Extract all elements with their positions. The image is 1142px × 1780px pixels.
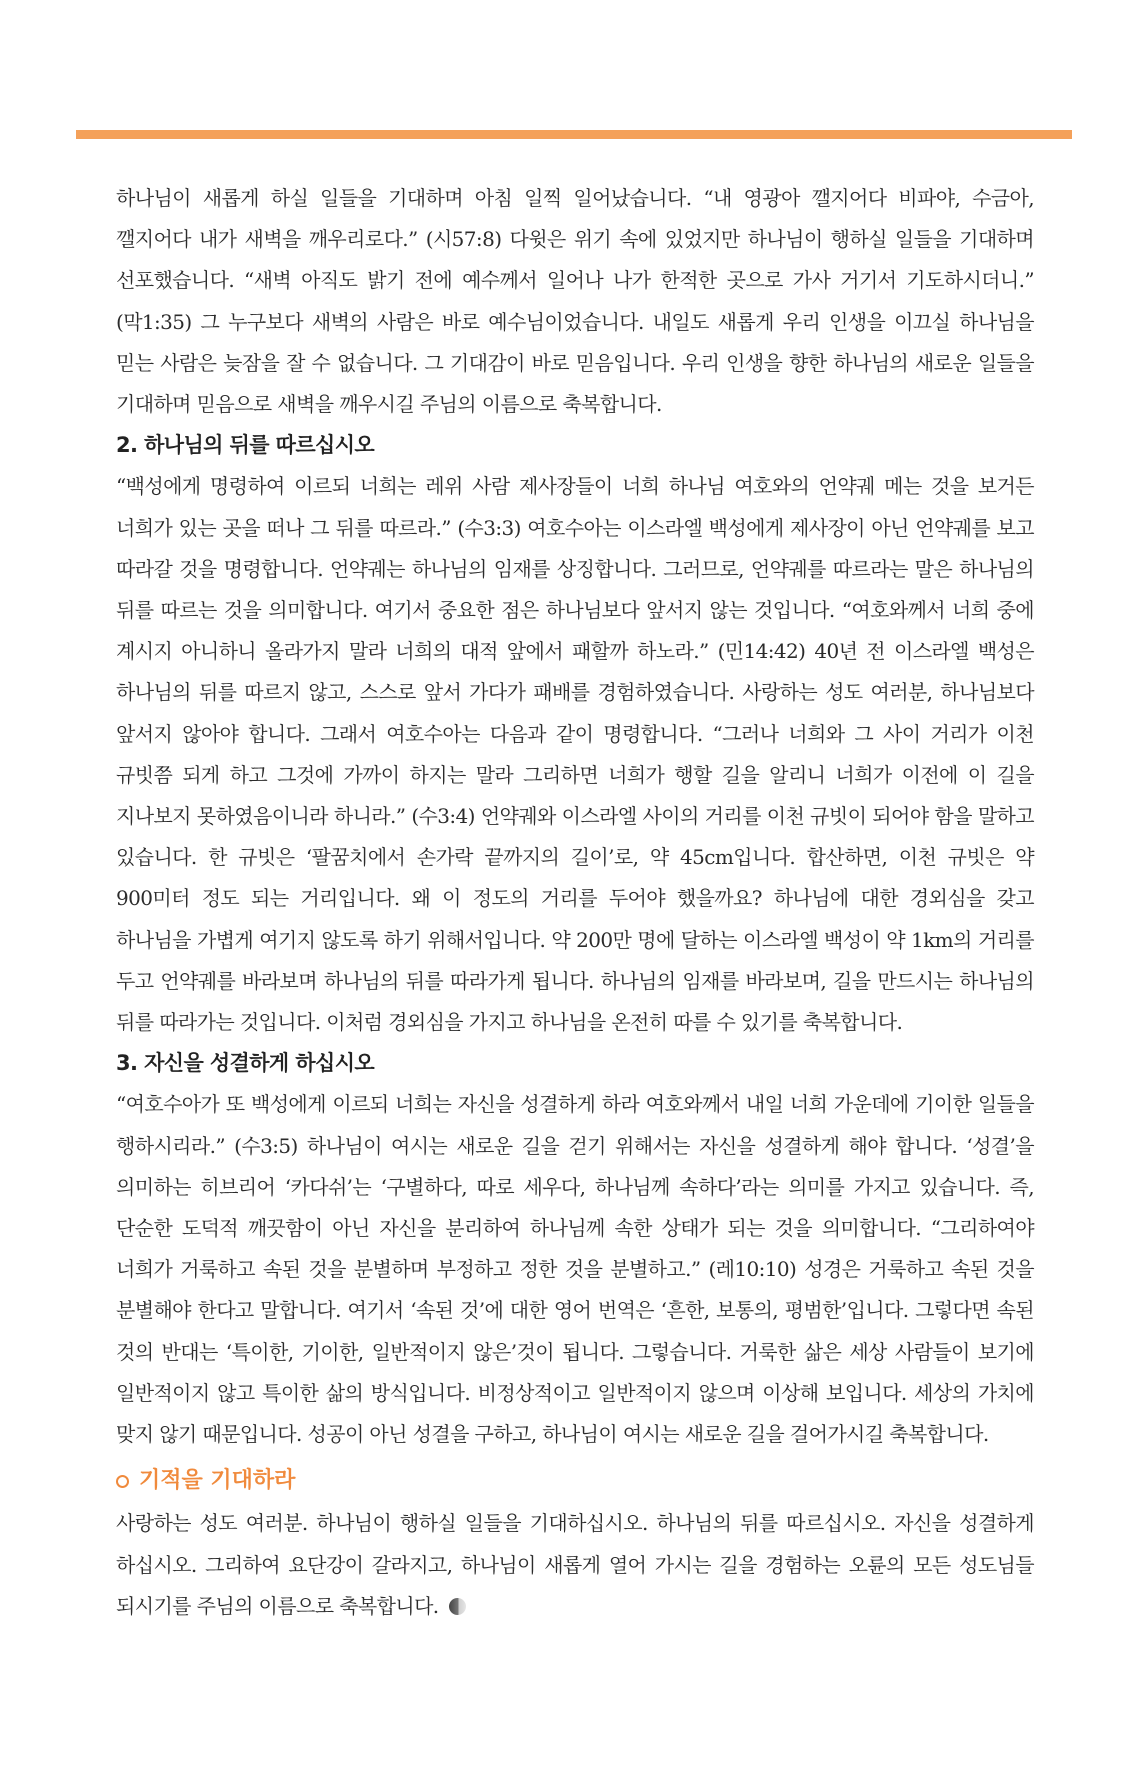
paragraph-section-2: “백성에게 명령하여 이르되 너희는 레위 사람 제사장들이 너희 하나님 여호와의 언약궤 메는 것을 보거든 너희가 있는 곳을 떠나 그 뒤를 따르라.” (수3:3) 여호수아는 이스라엘 백성에게 제사장이 아닌 언약궤를 보고 따라갈 것을 명령합니다. 언약궤는 하나님의 임재를 상징합니다. 그러므로, 언약궤를 따르라는 말은 하나님의 뒤를 따르는 것을 의미합니다. 여기서 중요한 점은 하나님보다 앞서지 않는 것입니다. “여호와께서 너희 중에 계시지 아니하니 올라가지 말라 너희의 대적 앞에서 패할까 하노라.” (민14:42) 40년 전 이스라엘 백성은 하나님의 뒤를 따르지 않고, 스스로 앞서 가다가 패배를 경험하였습니다. 사랑하는 성도 여러분, 하나님보다 앞서지 않아야 합니다. 그래서 여호수아는 다음과 같이 명령합니다. “그러나 너희와 그 사이 거리가 이천 규빗쯤 되게 하고 그것에 가까이 하지는 말라 그리하면 너희가 행할 길을 알리니 너희가 이전에 이 길을 지나보지 못하였음이니라 하니라.” (수3:4) 언약궤와 이스라엘 사이의 거리를 이천 규빗이 되어야 함을 말하고 있습니다. 한 규빗은 ‘팔꿈치에서 손가락 끝까지의 길이’로, 약 45cm입니다. 합산하면, 이천 규빗은 약 900미터 정도 되는 거리입니다. 왜 이 정도의 거리를 두어야 했을까요? 하나님에 대한 경외심을 갖고 하나님을 가볍게 여기지 않도록 하기 위해서입니다. 약 200만 명에 달하는 이스라엘 백성이 약 1km의 거리를 두고 언약궤를 바라보며 하나님의 뒤를 따라가게 됩니다. 하나님의 임재를 바라보며, 길을 만드시는 하나님의 뒤를 따라가는 것입니다. 이처럼 경외심을 가지고 하나님을 온전히 따를 수 있기를 축복합니다. <box>116 474 1034 1035</box>
end-mark-icon <box>449 1598 466 1615</box>
article-body <box>116 178 1034 1627</box>
conclusion-heading <box>116 1463 1034 1499</box>
top-accent-rule <box>76 130 1072 139</box>
paragraph-intro: 하나님이 새롭게 하실 일들을 기대하며 아침 일찍 일어났습니다. “내 영광아 깰지어다 비파야, 수금아, 깰지어다 내가 새벽을 깨우리로다.” (시57:8) 다윗은 위기 속에 있었지만 하나님이 행하실 일들을 기대하며 선포했습니다. “새벽 아직도 밝기 전에 예수께서 일어나 나가 한적한 곳으로 가사 거기서 기도하시더니.” (막1:35) 그 누구보다 새벽의 사람은 바로 예수님이었습니다. 내일도 새롭게 우리 인생을 이끄실 하나님을 믿는 사람은 늦잠을 잘 수 없습니다. 그 기대감이 바로 믿음입니다. 우리 인생을 향한 하나님의 새로운 일들을 기대하며 믿음으로 새벽을 깨우시길 주님의 이름으로 축복합니다. <box>116 186 1034 417</box>
conclusion-heading-text: 기적을 기대하라 <box>139 1468 296 1494</box>
circle-outline-icon <box>116 1475 129 1488</box>
paragraph-conclusion <box>116 1503 1034 1627</box>
section-heading-2: 2. 하나님의 뒤를 따르십시오 <box>116 433 375 458</box>
conclusion-text: 사랑하는 성도 여러분. 하나님이 행하실 일들을 기대하십시오. 하나님의 뒤를 따르십시오. 자신을 성결하게 하십시오. 그리하여 요단강이 갈라지고, 하나님이 새롭게 열어 가시는 길을 경험하는 오륜의 모든 성도님들 되시기를 주님의 이름으로 축복합니다. <box>116 1511 1034 1618</box>
paragraph-section-3: “여호수아가 또 백성에게 이르되 너희는 자신을 성결하게 하라 여호와께서 내일 너희 가운데에 기이한 일들을 행하시리라.” (수3:5) 하나님이 여시는 새로운 길을 걷기 위해서는 자신을 성결하게 해야 합니다. ‘성결’을 의미하는 히브리어 ‘카다쉬’는 ‘구별하다, 따로 세우다, 하나님께 속하다’라는 의미를 가지고 있습니다. 즉, 단순한 도덕적 깨끗함이 아닌 자신을 분리하여 하나님께 속한 상태가 되는 것을 의미합니다. “그리하여야 너희가 거룩하고 속된 것을 분별하며 부정하고 정한 것을 분별하고.” (레10:10) 성경은 거룩하고 속된 것을 분별해야 한다고 말합니다. 여기서 ‘속된 것’에 대한 영어 번역은 ‘흔한, 보통의, 평범한’입니다. 그렇다면 속된 것의 반대는 ‘특이한, 기이한, 일반적이지 않은’것이 됩니다. 그렇습니다. 거룩한 삶은 세상 사람들이 보기에 일반적이지 않고 특이한 삶의 방식입니다. 비정상적이고 일반적이지 않으며 이상해 보입니다. 세상의 가치에 맞지 않기 때문입니다. 성공이 아닌 성결을 구하고, 하나님이 여시는 새로운 길을 걸어가시길 축복합니다. <box>116 1092 1034 1447</box>
section-heading-3: 3. 자신을 성결하게 하십시오 <box>116 1051 375 1076</box>
